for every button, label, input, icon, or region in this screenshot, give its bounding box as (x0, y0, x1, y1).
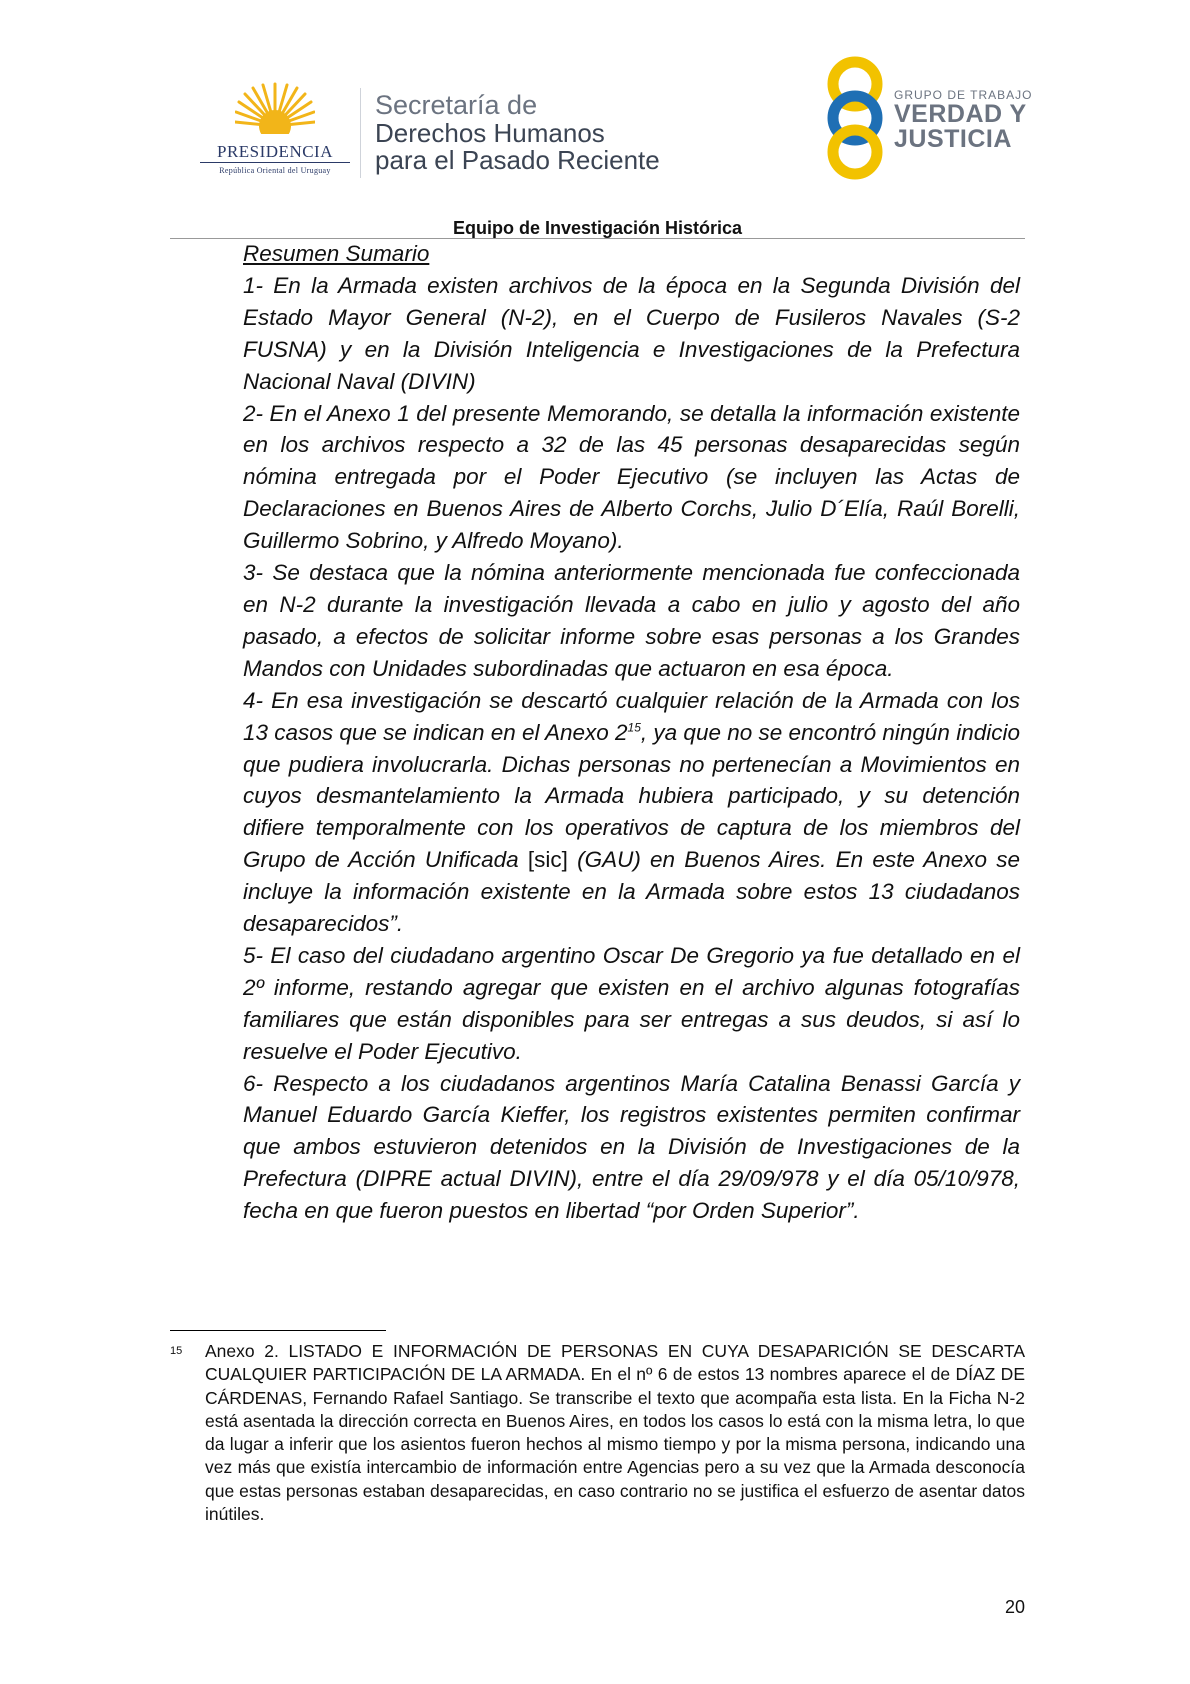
sic-marker: [sic] (527, 847, 568, 873)
footnote-mark: 15 (170, 1345, 183, 1357)
footnote-text: Anexo 2. LISTADO E INFORMACIÓN DE PERSONAS EN CUYA DESAPARICIÓN SE DESCARTA CUALQUIER PARTICIPACIÓN DE LA ARMADA. En el nº 6 de estos 13 nombres aparece el de DÍAZ DE CÁRDENAS, Fernando Rafael Santiago. Se transcribe el texto que acompaña esta lista. En la Ficha N-2 está asentada la dirección correcta en Buenos Aires, en todos los casos lo está con la misma letra, lo que da lugar a inferir que los asientos fueron hechos al mismo tiempo y por la misma persona, indicando una vez más que existía intercambio de información entre Agencias pero a su vez que la Armada desconocía que estas personas estaban desaparecidas, en caso contrario no se justifica el esfuerzo de asentar datos inútiles. (205, 1341, 1025, 1525)
sun-icon (235, 82, 315, 142)
paragraph-1: 1- En la Armada existen archivos de la época en la Segunda División del Estado Mayor General (N-2), en el Cuerpo de Fusileros Navales (S-2 FUSNA) y en la División Inteligencia e Investigaciones de la Prefectura Nacional Naval (DIVIN) (243, 272, 1020, 394)
footnote (170, 1340, 1025, 1526)
paragraph-6: 6- Respecto a los ciudadanos argentinos María Catalina Benassi García y Manuel Eduardo García Kieffer, los registros existentes permiten confirmar que ambos estuvieron detenidos en la División de Investigaciones de la Prefectura (DIPRE actual DIVIN), entre el día 29/09/978 y el día 05/10/978, fecha en que fueron puestos en libertad “por Orden Superior”. (243, 1070, 1020, 1224)
footnote-reference: 15 (627, 720, 641, 735)
presidencia-name: PRESIDENCIA (216, 142, 333, 161)
gtvj-line-2: VERDAD Y (894, 100, 1027, 128)
paragraph-5: 5- El caso del ciudadano argentino Oscar De Gregorio ya fue detallado en el 2º informe, restando agregar que existen en el archivo algunas fotografías familiares que están disponibles para ser entregas a sus deudos, si así lo resuelve el Poder Ejecutivo. (243, 942, 1020, 1064)
page-number: 20 (1004, 1597, 1025, 1617)
paragraph-3: 3- Se destaca que la nómina anteriormente mencionada fue confeccionada en N-2 durante la investigación llevada a cabo en julio y agosto del año pasado, a efectos de solicitar informe sobre esas personas a los Grandes Mandos con Unidades subordinadas que actuaron en esa época. (243, 560, 1020, 681)
gtvj-line-1: GRUPO DE TRABAJO (894, 88, 1033, 102)
logo-divider (360, 88, 361, 178)
paragraph-2: 2- En el Anexo 1 del presente Memorando, se detalla la información existente en los archivos respecto a 32 de las 45 personas desaparecidas según nómina entregada por el Poder Ejecutivo (se incluyen las Actas de Declaraciones en Buenos Aires de Alberto Corchs, Julio D´Elía, Raúl Borelli, Guillermo Sobrino, y Alfredo Moyano). (243, 400, 1020, 554)
team-title: Equipo de Investigación Histórica (452, 218, 743, 238)
presidencia-subtitle: República Oriental del Uruguay (219, 166, 331, 175)
presidencia-rule (200, 162, 350, 163)
secretaria-line-1: Secretaría de (375, 90, 538, 120)
paragraph-4-part-a: 4- En esa investigación se descartó cualquier relación de la Armada con los 13 casos que se indican en el Anexo 2 (243, 687, 1020, 745)
gtvj-logo-text (894, 88, 1032, 152)
secretaria-line-3: para el Pasado Reciente (375, 145, 660, 175)
main-body (243, 238, 1020, 1227)
footnote-rule (170, 1330, 386, 1331)
secretaria-logo-text (375, 90, 660, 174)
paragraph-4-part-c: (GAU) en Buenos Aires. En este Anexo se incluye la información existente en la Armada sobre estos 13 ciudadanos desaparecidos”. (243, 847, 1020, 937)
paragraph-4-part-b: , ya que no se encontró ningún indicio que pudiera involucrarla. Dichas personas no pertenecían a Movimientos en cuyos desmantelamiento la Armada hubiera participado, y su detención difiere temporalmente con los operativos de captura de los miembros del Grupo de Acción Unificada (243, 719, 1020, 873)
presidencia-logo (195, 82, 355, 182)
secretaria-line-2: Derechos Humanos (375, 118, 605, 148)
gtvj-line-3: JUSTICIA (894, 125, 1012, 153)
summary-title: Resumen Sumario (243, 241, 430, 266)
paragraph-4 (243, 685, 1020, 940)
